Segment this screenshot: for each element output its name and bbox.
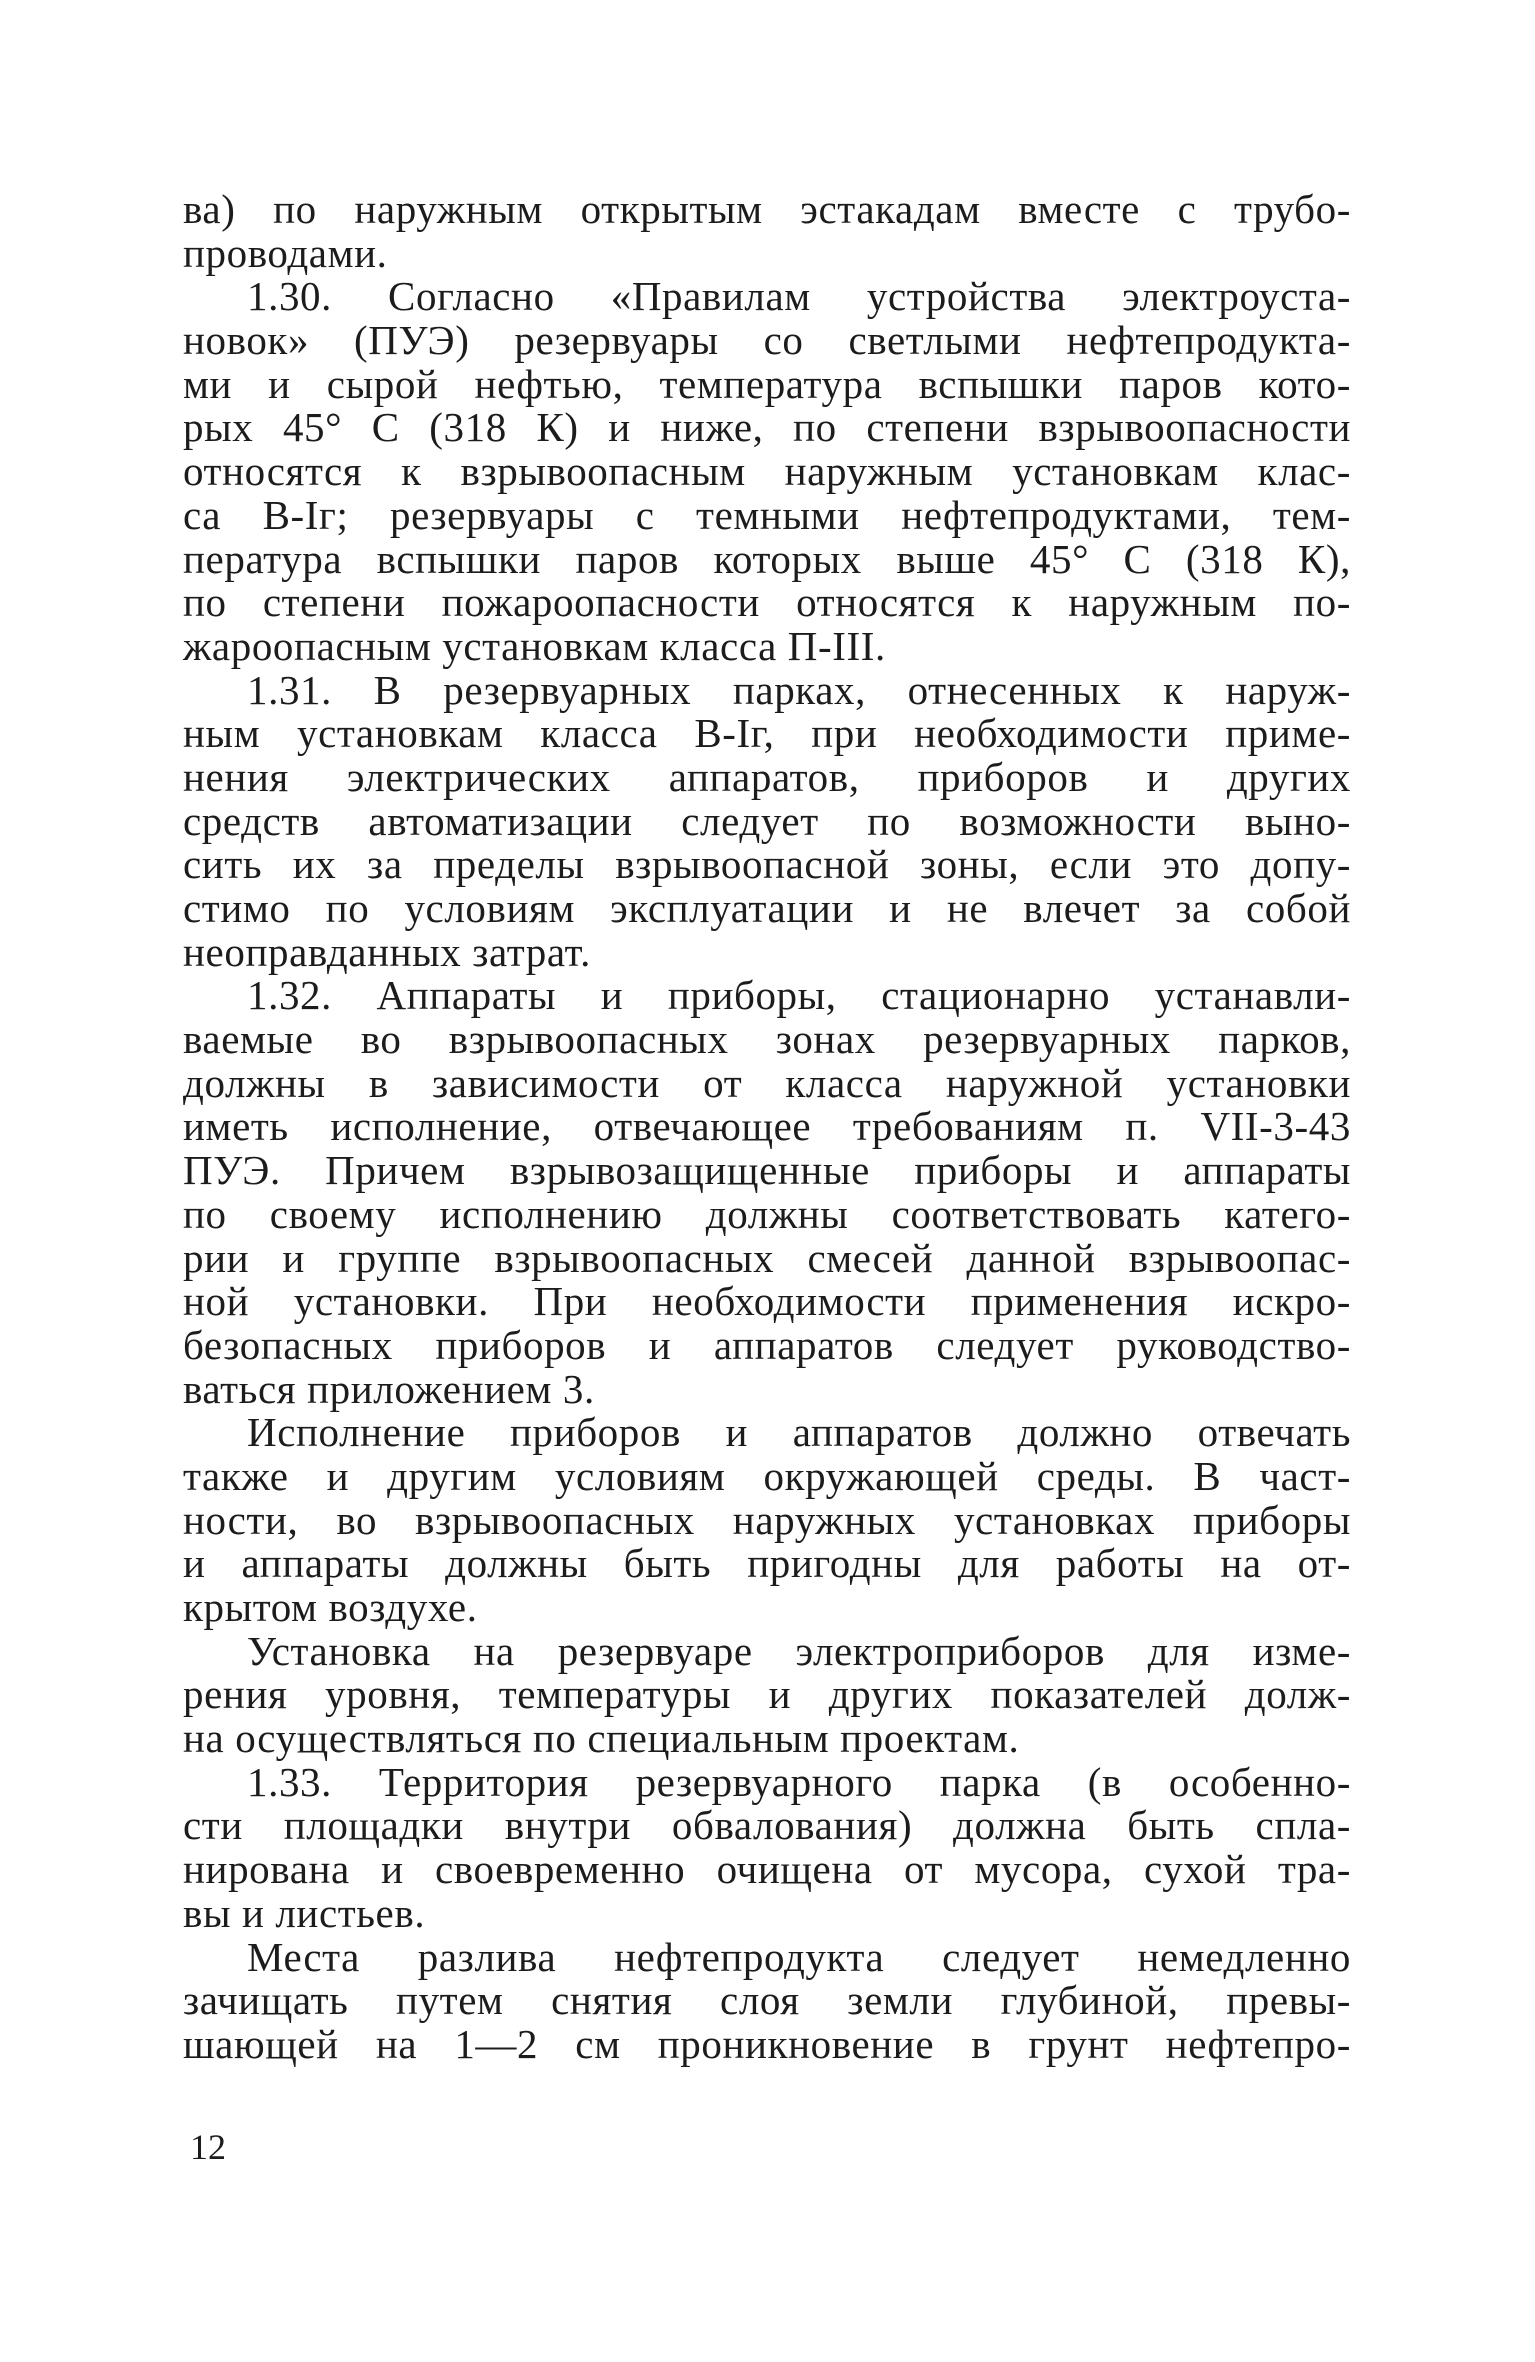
text-line: проводами. (183, 229, 388, 276)
text-line: ности, во взрывоопасных наружных установках приборы (183, 1496, 1351, 1543)
text-line: рения уровня, температуры и других показателей долж- (183, 1671, 1351, 1718)
text-line: средств автоматизации следует по возможности выно- (183, 797, 1351, 844)
text-line: по своему исполнению должны соответствовать катего- (183, 1190, 1351, 1237)
text-line: нения электрических аппаратов, приборов и других (183, 753, 1351, 800)
text-line: ной установки. При необходимости применения искро- (183, 1278, 1351, 1325)
text-line: рых 45° С (318 К) и ниже, по степени взрывоопасности (183, 404, 1351, 451)
text-line: ным установкам класса В-Iг, при необходимости приме- (183, 710, 1351, 757)
text-line: ми и сырой нефтью, температура вспышки паров кото- (183, 360, 1351, 407)
paragraph-1-33-start: 1.33. Территория резервуарного парка (в особенно- (247, 1758, 1351, 1805)
text-line: рии и группе взрывоопасных смесей данной взрывоопас- (183, 1234, 1351, 1281)
paragraph-1-30-start: 1.30. Согласно «Правилам устройства электроуста- (247, 273, 1351, 320)
text-line: и аппараты должны быть пригодны для работы на от- (183, 1540, 1351, 1587)
text-line: ПУЭ. Причем взрывозащищенные приборы и аппараты (183, 1147, 1351, 1194)
page-number: 12 (190, 2127, 226, 2167)
text-line: безопасных приборов и аппаратов следует руководство- (183, 1321, 1351, 1368)
text-line: на осуществляться по специальным проектам. (183, 1715, 1020, 1762)
text-line: также и другим условиям окружающей среды. В част- (183, 1452, 1351, 1499)
body-text (183, 188, 1351, 2067)
paragraph-start: Установка на резервуаре электроприборов для изме- (247, 1627, 1351, 1674)
text-line: иметь исполнение, отвечающее требованиям п. VII-3-43 (183, 1103, 1351, 1150)
text-line: сить их за пределы взрывоопасной зоны, если это допу- (183, 841, 1351, 888)
paragraph-start: Исполнение приборов и аппаратов должно отвечать (247, 1409, 1351, 1456)
paragraph-1-32-start: 1.32. Аппараты и приборы, стационарно устанавли- (247, 972, 1351, 1019)
text-line: ваемые во взрывоопасных зонах резервуарных парков, (183, 1016, 1351, 1063)
text-line: пература вспышки паров которых выше 45° С (318 К), (183, 535, 1351, 582)
text-line: нирована и своевременно очищена от мусора, сухой тра- (183, 1846, 1351, 1893)
text-line: стимо по условиям эксплуатации и не влечет за собой (183, 885, 1351, 931)
text-line: ваться приложением 3. (183, 1365, 595, 1412)
text-line: неоправданных затрат. (183, 928, 591, 975)
paragraph-1-31-start: 1.31. В резервуарных парках, отнесенных к наруж- (247, 666, 1351, 713)
text-line: зачищать путем снятия слоя земли глубиной, превы- (183, 1977, 1351, 2024)
text-line: шающей на 1—2 см проникновение в грунт нефтепро- (183, 2020, 1351, 2067)
text-line: новок» (ПУЭ) резервуары со светлыми нефтепродукта- (183, 317, 1351, 364)
text-line: вы и листьев. (183, 1889, 426, 1936)
text-line: ва) по наружным открытым эстакадам вместе с трубо- (183, 186, 1351, 232)
text-line: относятся к взрывоопасным наружным установкам клас- (183, 448, 1351, 495)
text-line: жароопасным установкам класса П-III. (183, 622, 886, 669)
text-line: крытом воздухе. (183, 1584, 478, 1630)
text-line: са В-Iг; резервуары с темными нефтепродуктами, тем- (183, 491, 1351, 538)
paragraph-start: Места разлива нефтепродукта следует немедленно (247, 1933, 1351, 1980)
text-line: по степени пожароопасности относятся к наружным по- (183, 579, 1351, 626)
text-line: сти площадки внутри обвалования) должна быть спла- (183, 1802, 1351, 1849)
text-line: должны в зависимости от класса наружной установки (183, 1059, 1351, 1106)
